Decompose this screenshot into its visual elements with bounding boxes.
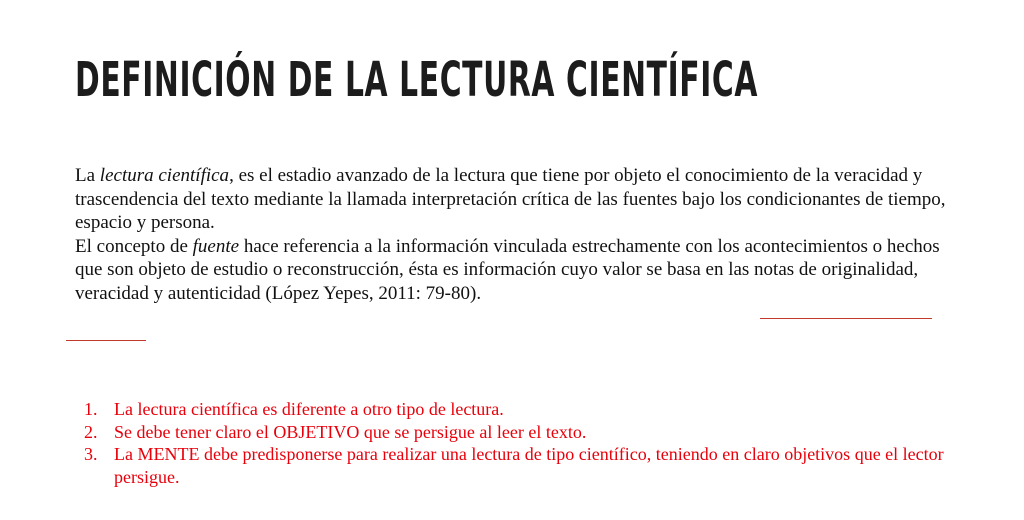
paragraph-prefix: La: [75, 165, 100, 186]
term-fuente: fuente: [192, 235, 240, 257]
list-text: La lectura científica es diferente a otro tipo de lectura.: [114, 399, 504, 419]
list-text: Se debe tener claro el OBJETIVO que se persigue al leer el texto.: [114, 421, 587, 442]
citation-underline-continued: [66, 340, 146, 341]
citation-underline: [760, 318, 932, 319]
term-lectura-cientifica: lectura científica: [99, 165, 230, 186]
paragraph-prefix: El concepto de: [75, 235, 193, 257]
list-number: 2.: [84, 421, 98, 442]
list-number: 3.: [84, 444, 98, 464]
slide-title: DEFINICIÓN DE LA LECTURA CIENTÍFICA: [75, 52, 759, 108]
paragraph-rest: hace referencia a la información vinculada estrechamente con los acontecimientos o hechos que son objeto de estudio o reconstrucción, ésta es información cuyo valor se basa en las notas de originalidad, veracidad y autenticidad (López Yepes, 2011: 79-80).: [75, 235, 940, 304]
list-item: [84, 398, 954, 421]
list-text: La MENTE debe predisponerse para realizar una lectura de tipo científico, teniendo en claro objetivos que el lector persigue.: [114, 444, 944, 487]
paragraph-rest: , es el estadio avanzado de la lectura que tiene por objeto el conocimiento de la veracidad y trascendencia del texto mediante la llamada interpretación crítica de las fuentes bajo los condicionantes de tiempo, espacio y persona.: [75, 165, 946, 233]
list-item: [84, 421, 954, 444]
definition-text: [75, 164, 965, 305]
key-points-list: [84, 398, 954, 488]
fuente-paragraph: [75, 235, 965, 306]
list-number: 1.: [84, 399, 98, 419]
definition-paragraph: [75, 164, 965, 235]
list-item: [84, 443, 954, 488]
